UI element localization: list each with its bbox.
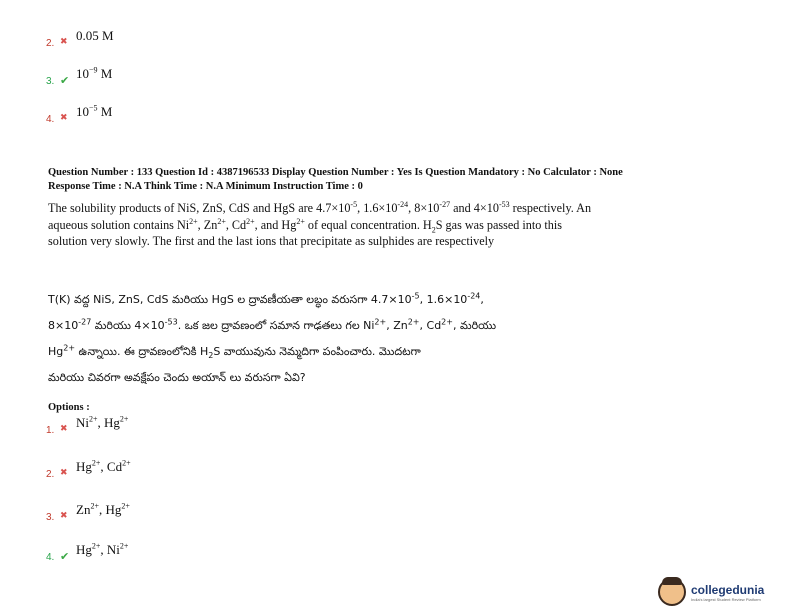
wrong-icon: ✖ <box>60 37 68 47</box>
option-1 <box>46 415 128 436</box>
wrong-icon: ✖ <box>60 511 68 521</box>
check-icon: ✔ <box>60 74 70 87</box>
mascot-icon <box>658 578 686 606</box>
option-2 <box>46 459 131 480</box>
option-3 <box>46 502 130 523</box>
option-number: 3. <box>46 76 55 87</box>
option-number: 1. <box>46 425 55 436</box>
wrong-icon: ✖ <box>60 424 68 434</box>
option-value: 0.05 M <box>76 28 114 43</box>
option-value: $10^{-9}$ M <box>76 65 113 81</box>
prev-option-4 <box>46 104 112 125</box>
question-text-english: The solubility products of NiS, ZnS, CdS and HgS are $4.7\times 10^{-5}$, $1.6\times 10^{-24}$, $8\times 10^{-27}$ and $4\times 10^{-53}$ respectively. An aqueous solution contains $Ni^{2+}$, $Zn^{2+}$, $Cd^{2+}$, and $Hg^{2+}$ of equal concentration. $H_2S$ gas was passed into this solution very slowly. The first and the last ions that precipitate as sulphides are respectively <box>48 199 592 248</box>
option-value: $Hg^{2+}$, $Ni^{2+}$ <box>76 541 129 557</box>
option-value: $10^{-5}$ M <box>76 103 113 119</box>
prev-option-3 <box>46 66 112 87</box>
option-4 <box>46 542 128 563</box>
option-number: 2. <box>46 469 55 480</box>
question-meta-line1: Question Number : 133 Question Id : 4387196533 Display Question Number : Yes Is Question Mandatory : No Calculator : None <box>48 167 623 178</box>
option-number: 4. <box>46 114 55 125</box>
option-number: 3. <box>46 512 55 523</box>
collegedunia-logo <box>658 578 764 606</box>
options-label: Options : <box>48 402 90 413</box>
brand-name: collegedunia <box>691 582 765 597</box>
question-meta-line2: Response Time : N.A Think Time : N.A Minimum Instruction Time : 0 <box>48 181 363 192</box>
option-value: $Hg^{2+}$, $Cd^{2+}$ <box>76 458 131 474</box>
option-number: 4. <box>46 552 55 563</box>
option-value: $Zn^{2+}$, $Hg^{2+}$ <box>76 501 130 517</box>
wrong-icon: ✖ <box>60 113 68 123</box>
brand-tagline: India's largest Student Review Platform <box>691 596 761 602</box>
wrong-icon: ✖ <box>60 468 68 478</box>
option-value: $Ni^{2+}$, $Hg^{2+}$ <box>76 414 129 430</box>
check-icon: ✔ <box>60 550 70 563</box>
question-text-telugu: T(K) వద్ద NiS, ZnS, CdS మరియు HgS ల ద్రావణీయతా లబ్ధం వరుసగా $4.7\times 10^{-5}$, $1.6\times 10^{-24}$, $8\times 10^{-27}$ మరియు $4\times 10^{-53}$. ఒక జల ద్రావణంలో సమాన గాఢతలు గల $Ni^{2+}$, $Zn^{2+}$, $Cd^{2+}$, మరియు $Hg^{2+}$ ఉన్నాయి. ఈ ద్రావణంలోనికి $H_2S$ వాయువును నెమ్మదిగా పంపించారు. మొదటగా మరియు చివరగా అవక్షేపం చెందు అయాన్ లు వరుసగా ఏవి? <box>48 291 497 384</box>
prev-option-2 <box>46 28 114 49</box>
option-number: 2. <box>46 38 55 49</box>
